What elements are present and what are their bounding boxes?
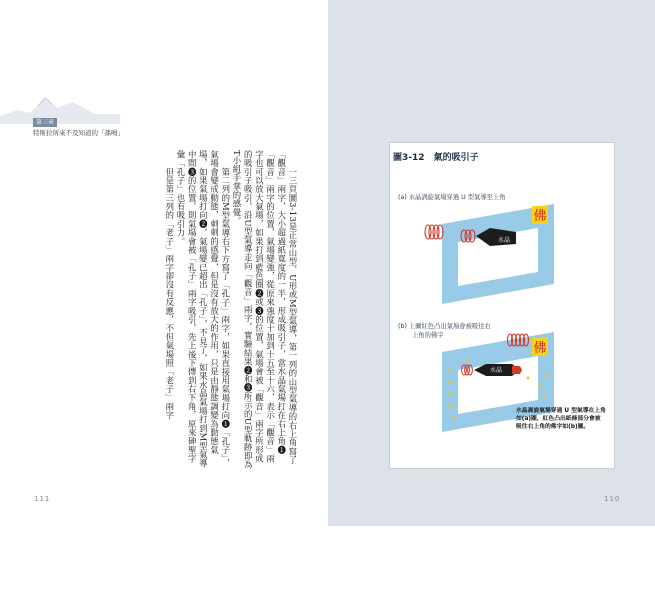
chapter-badge: 第三章 [33, 118, 57, 127]
figure-title [393, 150, 479, 163]
figure-note: 水晶渦旋氣場穿過 U 型氣導在上角如(a)圖，紅色凸出紙條部分會被吸往右上角的佛字如(b)圖。 [516, 408, 606, 430]
page-number-right: 110 [604, 495, 621, 503]
caption-b-line2: 上角的佛字 [412, 331, 444, 339]
paragraph-3: 但是第三列的「老子」兩字卻沒有反應，不但氣場照「老子」兩字 [164, 150, 175, 420]
buddha-char-a: 佛 [533, 209, 547, 224]
mountain-decoration [0, 84, 120, 124]
caption-b-line1: (b) 上圖紅色凸出氣場會被吸往右 [398, 323, 491, 330]
figure-title-text: 氣的吸引子 [433, 153, 479, 163]
figure-number: 圖3-12 [393, 153, 425, 163]
body-text [58, 150, 298, 470]
page-number-left: 111 [34, 495, 51, 503]
crystal-label-b: 水晶 [490, 367, 503, 374]
buddha-char-b: 佛 [533, 341, 547, 356]
paragraph-2: 第二列的M型氣導右下方寫了「孔子」兩字，如果直接用氣場打向❶「孔子」，氣場會變成動態，刺刺的感覺，但是沒有放大的作用，只是由靜態調變為動態氣場，如果氣場打向❷，氣場變已超出「孔子」，不見了，如果水晶氣場打到M型氣導中間❸的位置，則氣場會被「孔子」兩字吸引，先上後下傳到右下角，原來砷聖字彙「孔子」也有吸引力。 [175, 150, 231, 468]
u-guide-illustration-a [420, 202, 560, 314]
crystal-label-a: 水晶 [498, 237, 511, 244]
caption-a: (a) 水晶涡旋氣場穿過 U 型氣導至上角 [398, 194, 506, 201]
paragraph-1: 一三頁圖3-13是正常山型、U形或M型氣導，第一列的山型氣導的右上角寫了「觀音」兩字，大小超過紙寬度的一半，形成吸引子，當水晶氣場打在右上角❶「觀音」兩字的位置，氣場變強，從原來強度十加到十五至十六，表示「觀音」兩字也可以放大氣場，如果打到藍色圈❷或❸的位置，氣場會被「觀音」兩字所形成的吸引子吸引，沿U型氣導走向「觀音」兩字，實驗結果❷和❸所示的U型軌跡即為T小組手掌的感覺。 [231, 150, 298, 469]
page-bottom-margin [0, 526, 655, 609]
chapter-title: 特斯拉所來不及知道的「孫鳴」 [33, 129, 124, 137]
